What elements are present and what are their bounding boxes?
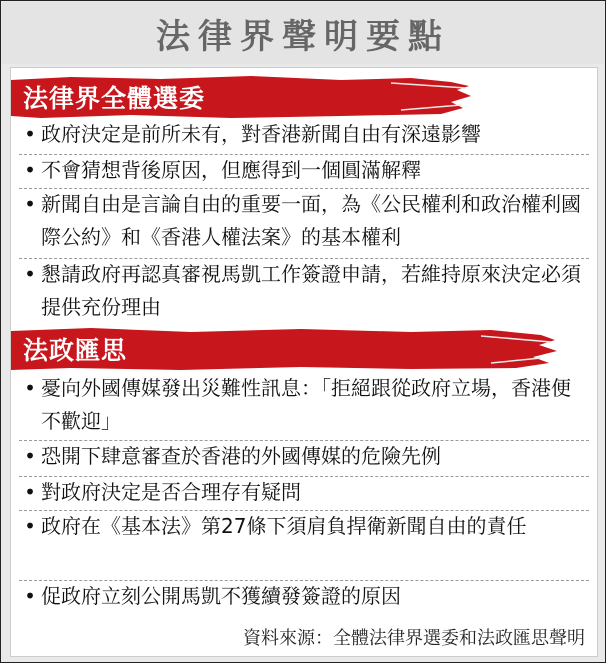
list-item-text: 憂向外國傳媒發出災難性訊息：「拒絕跟從政府立場，香港便不歡迎」 <box>41 376 571 433</box>
header <box>2 2 604 64</box>
list-item-text: 對政府決定是否合理存有疑問 <box>41 480 301 504</box>
source-credit: 資料來源：全體法律界選委和法政匯思聲明 <box>243 628 585 649</box>
header-title: 法律界聲明要點 <box>156 16 450 57</box>
bullet: • <box>24 480 36 504</box>
bullet: • <box>24 376 36 400</box>
bullet: • <box>24 192 36 216</box>
list-item <box>19 580 589 613</box>
list-item <box>19 258 589 324</box>
bullet: • <box>24 584 36 608</box>
list-item-text: 懇請政府再認真審視馬凱工作簽證申請，若維持原來決定必須提供充份理由 <box>41 262 581 319</box>
list-item-text: 促政府立刻公開馬凱不獲續發簽證的原因 <box>41 584 401 608</box>
list-item <box>19 154 589 187</box>
section-banner-1 <box>11 74 471 120</box>
list-item <box>19 188 589 254</box>
section-title-2: 法政匯思 <box>23 336 128 365</box>
list-item <box>19 440 589 473</box>
list-item-text: 不會猜想背後原因，但應得到一個圓滿解釋 <box>41 158 421 182</box>
bullet: • <box>24 122 36 146</box>
bullet: • <box>24 444 36 468</box>
list-item-text: 新聞自由是言論自由的重要一面，為《公民權利和政治權利國際公約》和《香港人權法案》的基本權利 <box>41 192 581 249</box>
list-item-text: 恐開下肆意審查於香港的外國傳媒的危險先例 <box>41 444 441 468</box>
bullet: • <box>24 514 36 538</box>
list-item-text: 政府在《基本法》第27條下須肩負捍衛新聞自由的責任 <box>41 514 527 538</box>
list-item <box>19 372 589 438</box>
list-item <box>19 510 589 543</box>
section-banner-2 <box>11 326 557 372</box>
content-panel <box>10 67 598 657</box>
section-title-1: 法律界全體選委 <box>23 84 206 113</box>
list-item-text: 政府決定是前所未有，對香港新聞自由有深遠影響 <box>41 122 481 146</box>
list-item <box>19 476 589 509</box>
bullet: • <box>24 158 36 182</box>
list-item <box>19 118 589 151</box>
bullet: • <box>24 262 36 286</box>
